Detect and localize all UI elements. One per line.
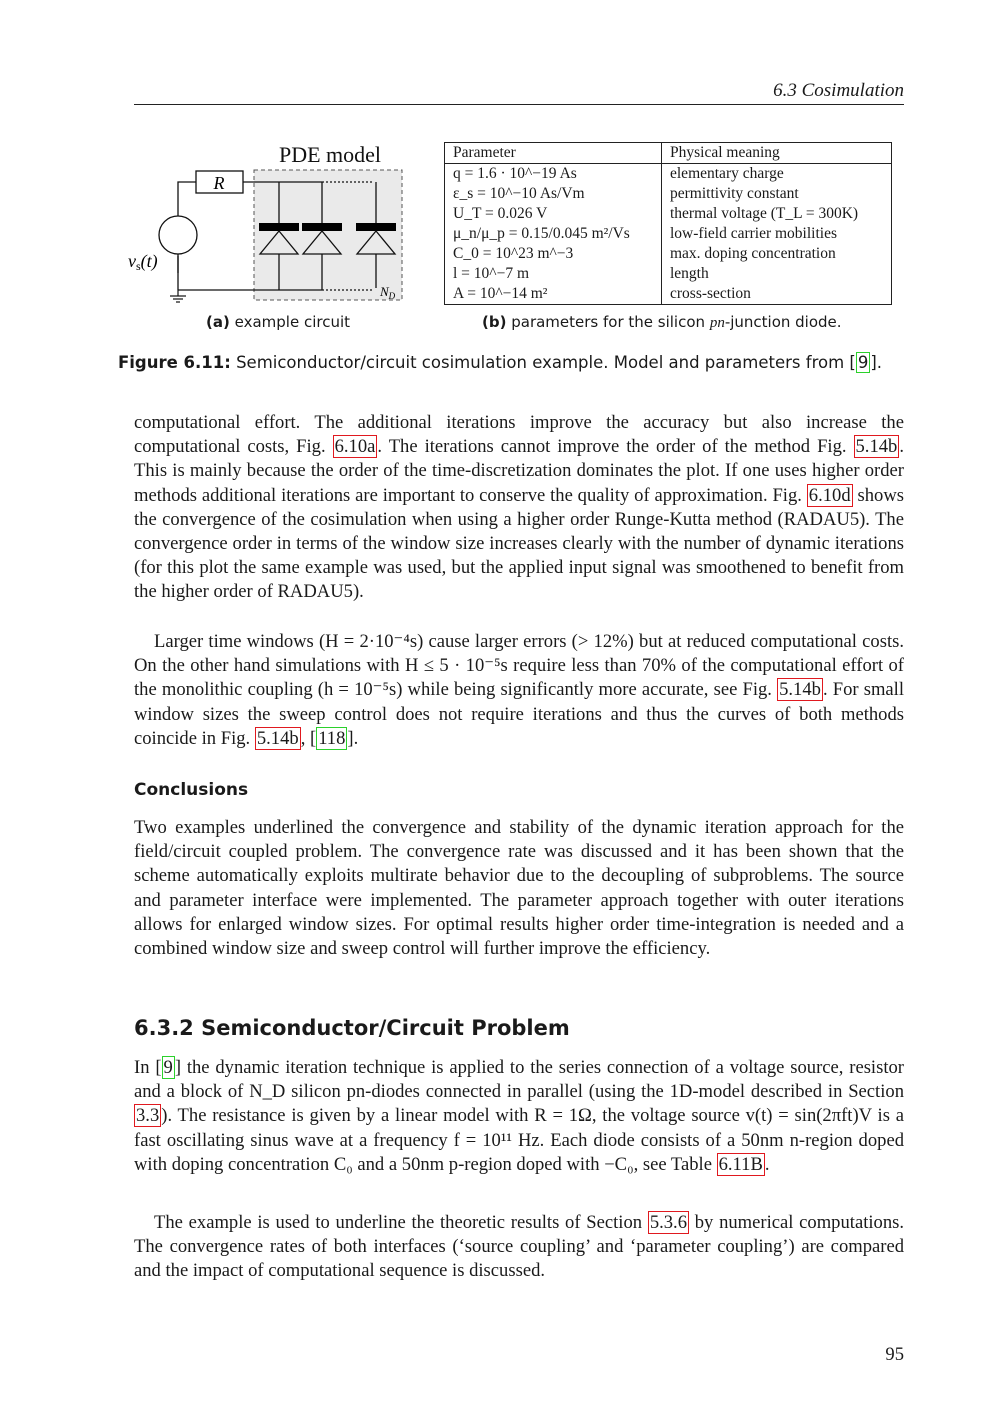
param-cell: C_0 = 10^23 m^−3 (445, 244, 662, 264)
table-row (445, 184, 892, 204)
figure-link[interactable]: 6.10a (334, 436, 376, 458)
citation-link[interactable]: 118 (318, 727, 346, 749)
figure-link[interactable]: 6.10d (808, 484, 851, 506)
parameter-table (444, 142, 892, 305)
meaning-cell: permittivity constant (670, 185, 799, 202)
table-row (445, 224, 892, 244)
circuit-diagram (122, 138, 412, 308)
param-cell: l = 10^−7 m (445, 264, 662, 284)
table-header-row (445, 143, 892, 164)
paragraph-conclusions: Two examples underlined the convergence and stability of the dynamic iteration approach for the field/circuit coupled problem. The convergence rate was discussed and it has been shown that the scheme automatically exploits multirate behavior due to the decoupling of subproblems. The source and parameter interface were implemented. The parameter approach together with outer iterations allows for enlarged window sizes. For optimal results higher order time-integration is needed and a combined window size and sweep control will further improve the efficiency. (134, 817, 904, 960)
voltage-source-symbol (159, 216, 197, 254)
param-cell: ε_s = 10^−10 As/Vm (445, 184, 662, 204)
paragraph-1: computational effort. The additional iterations improve the accuracy but also increase the computational costs, Fig. 6.10a . The iterations cannot improve the order of the method Fig. 5.14b . This is mainly because the order of the time-discretization dominates the plot. If one uses higher order methods additional iterations are important to conserve the quality of approximation. Fig. 6.10d shows the convergence of the cosimulation when using a higher order Runge-Kutta method (RADAU5). The convergence order in terms of the window size increases clearly with the number of dynamic iterations (for this plot the same example was used, but the applied input signal was smoothened to benefit from the higher order of RADAU5). (134, 412, 904, 603)
subcaption-a-text: example circuit (234, 313, 351, 331)
param-cell: A = 10^−14 m² (445, 284, 662, 305)
subcaption-b (482, 313, 842, 332)
param-cell: q = 1.6 · 10^−19 As (445, 164, 662, 185)
source-label: vs(t) (128, 251, 158, 273)
param-cell: μ_n/μ_p = 0.15/0.045 m²/Vs (445, 224, 662, 244)
subcaption-b-label: (b) (482, 313, 507, 331)
figure-link[interactable]: 5.14b (779, 679, 821, 701)
meaning-cell: thermal voltage (T_L = 300K) (670, 205, 859, 222)
meaning-cell: cross-section (670, 285, 751, 302)
table-row (445, 264, 892, 284)
meaning-cell: elementary charge (670, 165, 784, 182)
meaning-cell: max. doping concentration (670, 245, 836, 262)
running-header (134, 78, 904, 105)
table-row (445, 284, 892, 305)
figure-caption: Figure 6.11: Semiconductor/circuit cosimulation example. Model and parameters from [ 9 ]. (117, 353, 883, 372)
meaning-cell: low-field carrier mobilities (670, 225, 837, 242)
figure-caption-label: Figure 6.11: (117, 353, 231, 372)
figure-link[interactable]: 5.14b (855, 436, 898, 458)
meaning-cell: length (670, 265, 709, 282)
figure-caption-text: Semiconductor/circuit cosimulation example. Model and parameters from (236, 353, 850, 372)
diode-count-label: $N_D$ (380, 284, 396, 301)
pde-model-title: PDE model (278, 142, 382, 167)
section-heading: 6.3.2 Semiconductor/Circuit Problem (134, 1016, 570, 1040)
paragraph-2: Larger time windows (H = 2·10⁻⁴s) cause larger errors (> 12%) but at reduced computational costs. On the other hand simulations with H ≤ 5 · 10⁻⁵s require less than 70% of the computational effort of the monolithic coupling (h = 10⁻⁵s) while being significantly more accurate, see Fig. 5.14b . For small window sizes the sweep control does not require iterations and thus the curves of both methods coincide in Fig. 5.14b , [ 118 ]. (134, 631, 905, 749)
citation-link[interactable]: 9 (163, 1057, 173, 1078)
running-title: 6.3 Cosimulation (773, 80, 904, 101)
param-cell: U_T = 0.026 V (445, 204, 662, 224)
page-number: 95 (885, 1344, 904, 1365)
citation-link[interactable]: 9 (857, 353, 869, 372)
paragraph-5: The example is used to underline the theoretic results of Section 5.3.6 by numerical computations. The convergence rates of both interfaces (‘source coupling’ and ‘parameter coupling’) are compared and the impact of computational sequence is discussed. (134, 1212, 905, 1282)
subcaption-b-math: pn (709, 315, 725, 331)
table-link[interactable]: 6.11B (718, 1153, 763, 1175)
section-link[interactable]: 3.3 (136, 1105, 160, 1127)
table-row (445, 204, 892, 224)
column-header-meaning: Physical meaning (662, 143, 892, 164)
paragraph-4: In [ 9 ] the dynamic iteration technique is applied to the series connection of a voltage source, resistor and a block of N_D silicon pn-diodes connected in parallel (using the 1D-model described in Section 3.3 ). The resistance is given by a linear model with R = 1Ω, the voltage source v(t) = sin(2πft)V is a fast oscillating sinus wave at a frequency f = 10¹¹ Hz. Each diode consists of a 50nm n-region doped with doping concentration C₀ and a 50nm p-region doped with −C₀, see Table 6.11B . (134, 1057, 904, 1175)
subcaption-b-text-end: -junction diode. (724, 313, 842, 331)
section-link[interactable]: 5.3.6 (649, 1212, 687, 1233)
table-row (445, 244, 892, 264)
subcaption-a-label: (a) (206, 313, 230, 331)
table-row (445, 164, 892, 185)
subcaption-b-text: parameters for the silicon (511, 313, 710, 331)
column-header-parameter: Parameter (445, 143, 662, 164)
conclusions-heading: Conclusions (134, 780, 249, 800)
resistor-label: R (213, 173, 225, 193)
subcaption-a (206, 313, 350, 331)
figure-link[interactable]: 5.14b (256, 727, 299, 749)
